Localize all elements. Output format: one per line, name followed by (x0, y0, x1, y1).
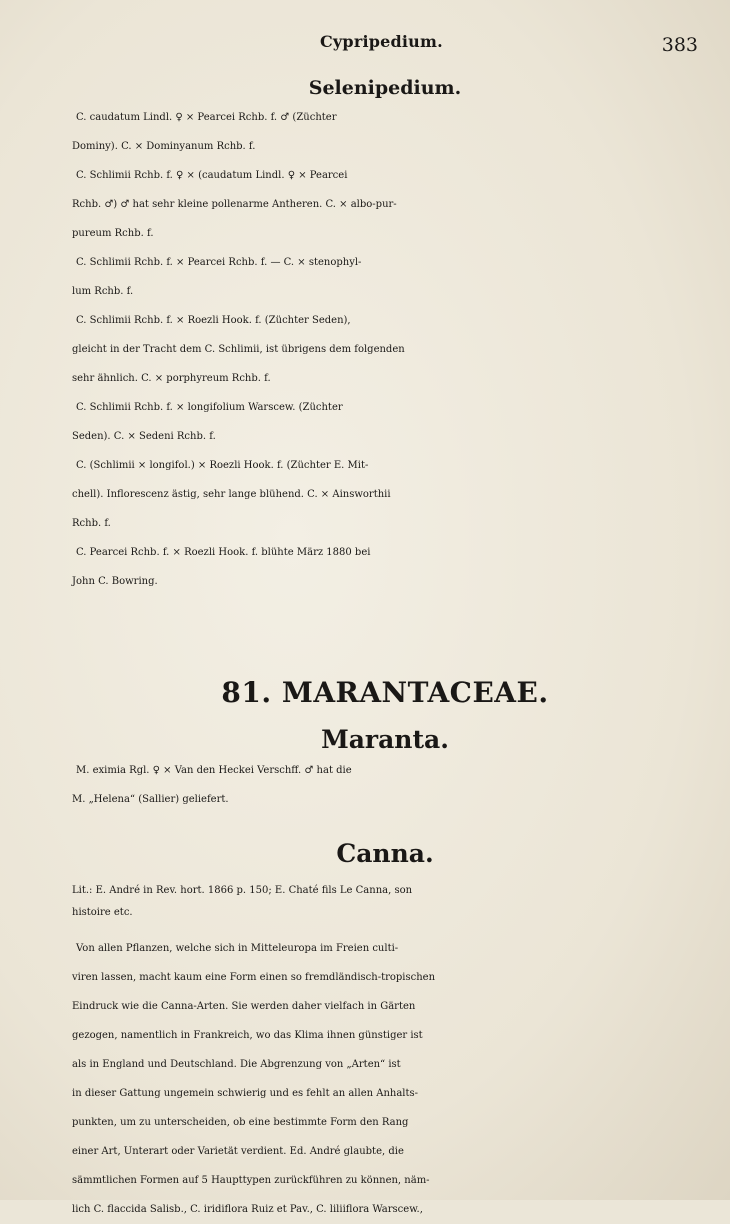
text-line: Rchb. ♂) ♂ hat sehr kleine pollenarme Antheren. C. ⨯ albo-pur- (72, 199, 397, 210)
text-line: Rchb. f. (72, 518, 111, 529)
text-line: in dieser Gattung ungemein schwierig und es fehlt an allen Anhalts- (72, 1088, 419, 1099)
family-heading: 81. MARANTACEAE. (221, 676, 549, 709)
genus-heading-selenipedium: Selenipedium. (308, 77, 462, 99)
text-line: Dominy). C. ⨯ Dominyanum Rchb. f. (72, 141, 256, 152)
text-line: C. Schlimii Rchb. f. ⨯ Pearcei Rchb. f. — C. ⨯ stenophyl- (76, 257, 362, 268)
text-line: Seden). C. ⨯ Sedeni Rchb. f. (72, 431, 216, 442)
text-line: lich C. flaccida Salisb., C. iridiflora Ruiz et Pav., C. liliiflora Warscew., (72, 1204, 423, 1215)
text-line: Von allen Pflanzen, welche sich in Mitteleuropa im Freien culti- (76, 943, 399, 954)
text-line: M. eximia Rgl. ♀ ⨯ Van den Heckei Verschff. ♂ hat die (76, 765, 352, 776)
text-line: John C. Bowring. (72, 576, 158, 587)
text-body (72, 74, 698, 1224)
text-line: C. Schlimii Rchb. f. ⨯ longifolium Warscew. (Züchter (76, 402, 343, 413)
text-line: C. Schlimii Rchb. f. ⨯ Roezli Hook. f. (Züchter Seden), (76, 315, 351, 326)
text-line: gleicht in der Tracht dem C. Schlimii, ist übrigens dem folgenden (72, 344, 405, 355)
text-line: M. „Helena“ (Sallier) geliefert. (72, 794, 229, 805)
genus-heading-maranta: Maranta. (321, 725, 449, 754)
page-number: 383 (661, 34, 698, 56)
selenipedium-paragraphs (72, 103, 698, 596)
literature-reference (72, 880, 698, 924)
maranta-paragraph (72, 756, 698, 814)
text-line: punkten, um zu unterscheiden, ob eine bestimmte Form den Rang (72, 1117, 409, 1128)
text-line: lum Rchb. f. (72, 286, 134, 297)
canna-paragraph (72, 934, 698, 1224)
text-line: C. Schlimii Rchb. f. ♀ ⨯ (caudatum Lindl. ♀ ⨯ Pearcei (76, 170, 348, 181)
text-line: als in England und Deutschland. Die Abgrenzung von „Arten“ ist (72, 1059, 401, 1070)
text-line: einer Art, Unterart oder Varietät verdient. Ed. André glaubte, die (72, 1146, 404, 1157)
text-line: C. caudatum Lindl. ♀ ⨯ Pearcei Rchb. f. ♂ (Züchter (76, 112, 337, 123)
text-line: gezogen, namentlich in Frankreich, wo das Klima ihnen günstiger ist (72, 1030, 423, 1041)
text-line: Eindruck wie die Canna-Arten. Sie werden daher vielfach in Gärten (72, 1001, 416, 1012)
text-line: sehr ähnlich. C. ⨯ porphyreum Rchb. f. (72, 373, 271, 384)
text-line: C. (Schlimii ⨯ longifol.) ⨯ Roezli Hook. f. (Züchter E. Mit- (76, 460, 369, 471)
running-head (0, 32, 730, 56)
text-line: pureum Rchb. f. (72, 228, 154, 239)
lit-line: Lit.: E. André in Rev. hort. 1866 p. 150; E. Chaté fils Le Canna, son (72, 885, 413, 896)
text-line: sämmtlichen Formen auf 5 Haupttypen zurückführen zu können, näm- (72, 1175, 430, 1186)
running-title: Cypripedium. (320, 32, 443, 51)
lit-line: histoire etc. (72, 907, 133, 918)
genus-heading-canna: Canna. (336, 839, 434, 868)
text-line: viren lassen, macht kaum eine Form einen so fremdländisch-tropischen (72, 972, 436, 983)
text-line: chell). Inflorescenz ästig, sehr lange blühend. C. ⨯ Ainsworthii (72, 489, 391, 500)
text-line: C. Pearcei Rchb. f. ⨯ Roezli Hook. f. blühte März 1880 bei (76, 547, 371, 558)
